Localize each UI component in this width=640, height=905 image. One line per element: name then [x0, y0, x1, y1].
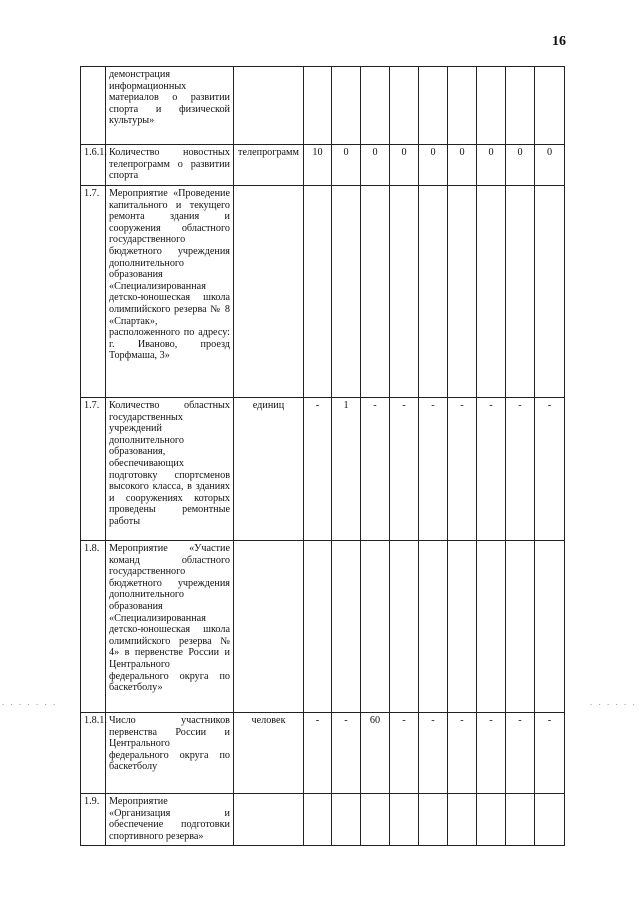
value-cell: [477, 794, 506, 846]
row-number-cell: 1.7.: [81, 398, 106, 541]
table-row: [81, 713, 565, 794]
value-cell: [304, 794, 332, 846]
value-cell: [448, 186, 477, 398]
unit-cell: [234, 67, 304, 145]
value-cell: 0: [477, 145, 506, 186]
description-cell: Число участников первенства России и Центрального федерального округа по баскетболу: [106, 713, 234, 794]
value-cell: [477, 541, 506, 713]
value-cell: -: [477, 713, 506, 794]
value-cell: [477, 67, 506, 145]
value-cell: -: [390, 713, 419, 794]
value-cell: [506, 186, 535, 398]
value-cell: [361, 794, 390, 846]
table-row: [81, 541, 565, 713]
unit-cell: [234, 541, 304, 713]
unit-cell: телепрограмм: [234, 145, 304, 186]
value-cell: -: [332, 713, 361, 794]
value-cell: -: [477, 398, 506, 541]
value-cell: -: [390, 398, 419, 541]
value-cell: [419, 67, 448, 145]
value-cell: [535, 67, 565, 145]
table-row: [81, 398, 565, 541]
description-cell: Мероприятие «Организация и обеспечение подготовки спортивного резерва»: [106, 794, 234, 846]
value-cell: -: [535, 713, 565, 794]
scan-artifact: . . . . . . .: [2, 697, 58, 707]
value-cell: -: [448, 398, 477, 541]
value-cell: [477, 186, 506, 398]
value-cell: 0: [506, 145, 535, 186]
value-cell: [535, 186, 565, 398]
value-cell: [390, 541, 419, 713]
value-cell: -: [506, 713, 535, 794]
value-cell: [419, 186, 448, 398]
value-cell: [390, 67, 419, 145]
value-cell: 1: [332, 398, 361, 541]
value-cell: -: [535, 398, 565, 541]
value-cell: [332, 186, 361, 398]
value-cell: 0: [332, 145, 361, 186]
value-cell: [304, 67, 332, 145]
value-cell: -: [304, 713, 332, 794]
value-cell: [448, 794, 477, 846]
value-cell: -: [448, 713, 477, 794]
row-number-cell: 1.9.: [81, 794, 106, 846]
value-cell: 0: [361, 145, 390, 186]
value-cell: [361, 541, 390, 713]
description-cell: Количество областных государственных учреждений дополнительного образования, обеспечивающих подготовку спортсменов высокого класса, в зданиях и сооружениях которых проведены ремонтные работы: [106, 398, 234, 541]
unit-cell: [234, 794, 304, 846]
value-cell: [448, 541, 477, 713]
value-cell: [304, 186, 332, 398]
value-cell: [332, 67, 361, 145]
description-cell: Мероприятие «Проведение капитального и текущего ремонта здания и сооружения областного государственного бюджетного учреждения дополнительного образования «Специализированная детско-юношеская школа олимпийского резерва № 8 «Спартак», расположенного по адресу: г. Иваново, проезд Торфмаша, 3»: [106, 186, 234, 398]
value-cell: -: [506, 398, 535, 541]
unit-cell: единиц: [234, 398, 304, 541]
row-number-cell: [81, 67, 106, 145]
value-cell: [506, 541, 535, 713]
value-cell: 0: [448, 145, 477, 186]
value-cell: [506, 794, 535, 846]
page-number: 16: [552, 34, 566, 49]
table-row: [81, 794, 565, 846]
value-cell: -: [419, 713, 448, 794]
value-cell: [535, 794, 565, 846]
description-cell: Количество новостных телепрограмм о развитии спорта: [106, 145, 234, 186]
value-cell: [448, 67, 477, 145]
scan-artifact: . . . . . .: [590, 697, 637, 707]
value-cell: 10: [304, 145, 332, 186]
value-cell: [332, 794, 361, 846]
row-number-cell: 1.6.1.: [81, 145, 106, 186]
value-cell: [332, 541, 361, 713]
description-cell: Мероприятие «Участие команд областного государственного бюджетного учреждения дополнительного образования «Специализированная детско-юношеская школа олимпийского резерва № 4» в первенстве России и Центрального федерального округа по баскетболу»: [106, 541, 234, 713]
value-cell: [506, 67, 535, 145]
unit-cell: человек: [234, 713, 304, 794]
value-cell: [419, 541, 448, 713]
row-number-cell: 1.8.: [81, 541, 106, 713]
value-cell: [361, 186, 390, 398]
description-cell: демонстрация информационных материалов о развитии спорта и физической культуры»: [106, 67, 234, 145]
value-cell: [419, 794, 448, 846]
value-cell: -: [419, 398, 448, 541]
table-row: [81, 145, 565, 186]
value-cell: [535, 541, 565, 713]
value-cell: [304, 541, 332, 713]
row-number-cell: 1.8.1.: [81, 713, 106, 794]
value-cell: [390, 794, 419, 846]
table-row: [81, 67, 565, 145]
value-cell: -: [304, 398, 332, 541]
table-row: [81, 186, 565, 398]
indicators-table: [80, 66, 565, 846]
value-cell: [390, 186, 419, 398]
value-cell: 0: [419, 145, 448, 186]
unit-cell: [234, 186, 304, 398]
value-cell: [361, 67, 390, 145]
row-number-cell: 1.7.: [81, 186, 106, 398]
value-cell: -: [361, 398, 390, 541]
value-cell: 0: [535, 145, 565, 186]
value-cell: 0: [390, 145, 419, 186]
value-cell: 60: [361, 713, 390, 794]
